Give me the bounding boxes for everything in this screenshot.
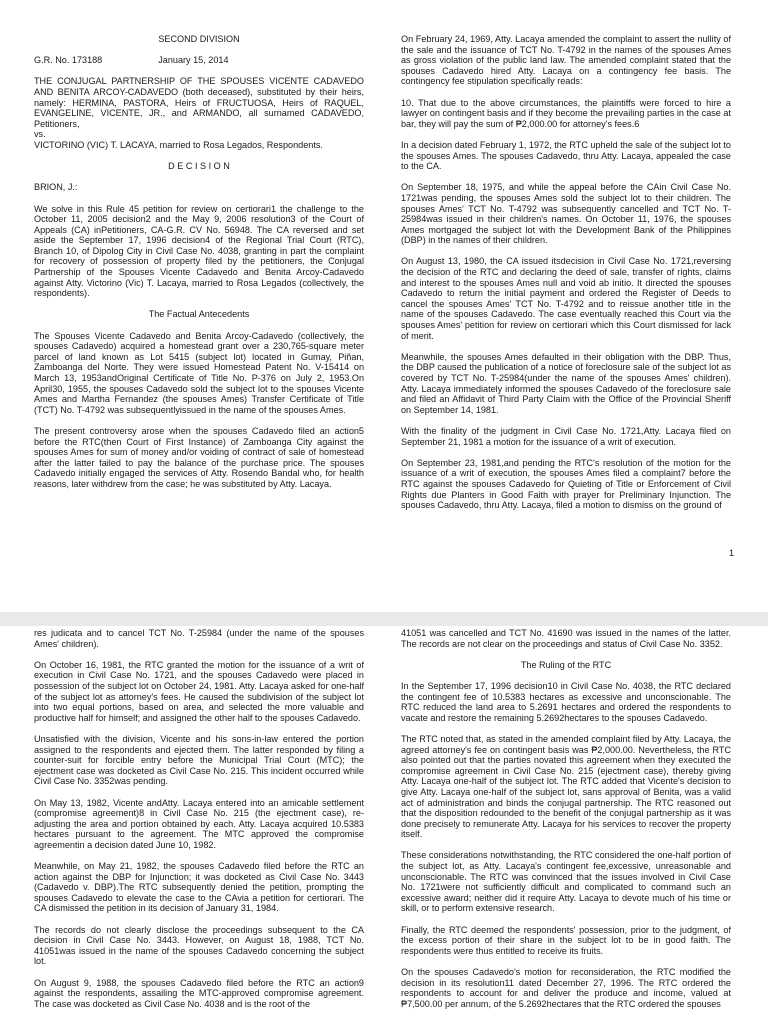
division-heading: SECOND DIVISION xyxy=(158,34,240,44)
paragraph: In a decision dated February 1, 1972, the RTC upheld the sale of the subject lot to the spouses Ames. The spouses Cadavedo, thru Atty. Lacaya, appealed the case to the CA. xyxy=(401,139,731,172)
paragraph: Meanwhile, on May 21, 1982, the spouses Cadavedo filed before the RTC an action against the DBP for Injunction; it was docketed as Civil Case No. 3443 (Cadavedo v. DBP).The RTC subsequently denied the petition, prompting the spouses Cadavedo to elevate the case to the CAvia a petition for certiorari. The CA dismissed the petition in its decision of January 31, 1984. xyxy=(34,861,364,914)
paragraph: On February 24, 1969, Atty. Lacaya amended the complaint to assert the nullity of the sale and the issuance of TCT No. T-4792 in the names of the spouses Ames as gross violation of the public land law. The amended complaint stated that the spouses Cadavedo hired Atty. Lacaya on a contingency fee basis. The contingency fee stipulation specifically reads: xyxy=(401,34,731,87)
section-heading: The Factual Antecedents xyxy=(148,309,250,320)
paragraph: The Spouses Vicente Cadavedo and Benita Arcoy-Cadavedo (collectively, the spouses Cadavedo) acquired a homestead grant over a 230,765-square meter parcel of land known as Lot 5415 (subject lot) located in Gumay, Piñan, Zamboanga del Norte. They were issued Homestead Patent No. V-15414 on March 13, 1953andOriginal Certificate of Title No. P-376 on July 2, 1953.On April30, 1955, the spouses Cadavedo sold the subject lot to the spouses Vicente Ames and Martha Fernandez (the spouses Ames) Transfer Certificate of Title (TCT) No. T-4792 was subsequentlyissued in the name of the spouses Ames. xyxy=(34,330,364,415)
respondents-text: VICTORINO (VIC) T. LACAYA, married to Rosa Legados, Respondents. xyxy=(34,139,323,150)
paragraph: On the spouses Cadavedo's motion for reconsideration, the RTC modified the decision in its resolution11 dated December 27, 1996. The RTC ordered the respondents to account for and deliver the produce and income, valued at ₱7,500.00 per annum, of the 5.2692hectares that the RTC ordered the spouses xyxy=(401,967,731,1009)
paragraph: On September 18, 1975, and while the appeal before the CAin Civil Case No. 1721was pending, the spouses Ames sold the subject lot to their children. The spouses Ames' TCT No. T-4792 was subsequently cancelled and TCT No. T-25984was issued in their children's names. On October 11, 1976, the spouses Ames mortgaged the subject lot with the Development Bank of the Philippines (DBP) in the names of their children. xyxy=(401,182,731,246)
paragraph: On May 13, 1982, Vicente andAtty. Lacaya entered into an amicable settlement (compromise agreement)8 in Civil Case No. 215 (the ejectment case), re-adjusting the area and portion obtained by each. Atty. Lacaya acquired 10.5383 hectares pursuant to the agreement. The MTC approved the compromise agreementin a decision dated June 10, 1982. xyxy=(34,797,364,850)
ponente: BRION, J.: xyxy=(34,182,78,193)
paragraph: Meanwhile, the spouses Ames defaulted in their obligation with the DBP. Thus, the DBP caused the publication of a notice of foreclosure sale of the subject lot as covered by TCT No. T-25984(under the name of the spouses Ames' children). Atty. Lacaya immediately informed the spouses Cadavedo of the foreclosure sale and filed an Affidavit of Third Party Claim with the Office of the Provincial Sheriff on September 14, 1981. xyxy=(401,351,731,415)
paragraph: Finally, the RTC deemed the respondents' possession, prior to the judgment, of the excess portion of their share in the subject lot to be in good faith. The respondents were thus entitled to receive its fruits. xyxy=(401,924,731,956)
paragraph: We solve in this Rule 45 petition for review on certiorari1 the challenge to the October 11, 2005 decision2 and the May 9, 2006 resolution3 of the Court of Appeals (CA) inPetitioners, CA-G.R. CV No. 56948. The CA reversed and set aside the September 17, 1996 decision4 of the Regional Trial Court (RTC), Branch 10, of Dipolog City in Civil Case No. 4038, granting in part the complaint for recovery of possession of property filed by the petitioners, the Conjugal Partnership of the Spouses Vicente Cadavedo and Benita Arcoy-Cadavedo against Atty. Victorino (Vic) T. Lacaya, married to Rosa Legados (collectively, the respondents). xyxy=(34,203,364,299)
paragraph: Unsatisfied with the division, Vicente and his sons-in-law entered the portion assigned to the respondents and ejected them. The latter responded by filing a counter-suit for forcible entry before the Municipal Trial Court (MTC); the ejectment case was docketed as Civil Case No. 215. This incident occurred while Civil Case No. 3352was pending. xyxy=(34,733,364,787)
paragraph: These considerations notwithstanding, the RTC considered the one-half portion of the subject lot, as Atty. Lacaya's contingent fee,excessive, unreasonable and unconscionable. The RTC was convinced that the issues involved in Civil Case No. 1721were not sufficiently difficult and complicated to command such an excessive award; neither did it require Atty. Lacaya to devote much of his time or skill, or to perform extensive research. xyxy=(401,850,731,914)
paragraph: In the September 17, 1996 decision10 in Civil Case No. 4038, the RTC declared the contingent fee of 10.5383 hectares as excessive and unconscionable. The RTC reduced the land area to 5.2691 hectares and ordered the respondents to vacate and restore the remaining 5.2692hectares to the spouses Cadavedo. xyxy=(401,680,731,723)
decision-title: D E C I S I O N xyxy=(168,161,230,172)
paragraph: On August 9, 1988, the spouses Cadavedo filed before the RTC an action9 against the respondents, assailing the MTC-approved compromise agreement. The case was docketed as Civil Case No. 4038 and is the root of the xyxy=(34,977,364,1009)
paragraph: The RTC noted that, as stated in the amended complaint filed by Atty. Lacaya, the agreed attorney's fee on contingent basis was ₱2,000.00. Nevertheless, the RTC also pointed out that the parties novated this agreement when they executed the compromise agreement in Civil Case No. 215 (ejectment case), thereby giving Atty. Lacaya one-half of the subject lot. The RTC added that Vicente's decision to give Atty. Lacaya one-half of the subject lot, sans approval of Benita, was a valid act of administration and binds the conjugal partnership. The RTC reasoned out that the disposition redounded to the benefit of the conjugal partnership as it was done precisely to remunerate Atty. Lacaya for his services to recover the property itself. xyxy=(401,733,731,840)
petitioners-text: THE CONJUGAL PARTNERSHIP OF THE SPOUSES VICENTE CADAVEDO AND BENITA ARCOY-CADAVEDO (both deceased), substituted by their heirs, namely: HERMINA, PASTORA, Heirs of FRUCTUOSA, Heirs of RAQUEL, EVANGELINE, VICENTE, JR., and ARMANDO, all surnamed CADAVEDO, Petitioners, xyxy=(34,76,364,129)
versus-text: vs. xyxy=(34,129,46,140)
case-date: January 15, 2014 xyxy=(158,55,229,66)
paragraph: With the finality of the judgment in Civil Case No. 1721,Atty. Lacaya filed on September 21, 1981 a motion for the issuance of a writ of execution. xyxy=(401,425,731,447)
document-page-2 xyxy=(0,626,768,1024)
section-heading: The Ruling of the RTC xyxy=(520,659,612,670)
paragraph: On September 23, 1981,and pending the RTC's resolution of the motion for the issuance of a writ of execution, the spouses Ames filed a complaint7 before the RTC against the spouses Cadavedo for Quieting of Title or Enforcement of Civil Rights due Planters in Good Faith with prayer for Preliminary Injunction. The spouses Cadavedo, thru Atty. Lacaya, filed a motion to dismiss on the ground of xyxy=(401,457,731,511)
paragraph: On August 13, 1980, the CA issued itsdecision in Civil Case No. 1721,reversing the decision of the RTC and declaring the deed of sale, transfer of rights, claims and interest to the spouses Ames null and void ab initio. It directed the spouses Cadavedo to return the initial payment and ordered the Register of Deeds to cancel the spouses Ames' TCT No. T-4792 and to reissue another title in the name of the spouses Cadavedo. The case eventually reached this Court via the spouses Ames' petition for review on certiorari which this Court dismissed for lack of merit. xyxy=(401,256,731,341)
case-number: G.R. No. 173188 xyxy=(34,55,103,66)
paragraph: 41051 was cancelled and TCT No. 41690 was issued in the names of the latter. The records are not clear on the proceedings and status of Civil Case No. 3352. xyxy=(401,628,731,649)
case-header xyxy=(34,55,364,66)
page-number: 1 xyxy=(728,548,734,558)
paragraph: On October 16, 1981, the RTC granted the motion for the issuance of a writ of execution in Civil Case No. 1721, and the spouses Cadavedo were placed in possession of the subject lot on October 24, 1981. Atty. Lacaya asked for one-half of the subject lot as attorney's fees. He caused the subdivision of the subject lot into two equal portions, based on area, and selected the more valuable and productive half for himself; and assigned the other half to the spouses Cadavedo. xyxy=(34,659,364,723)
page2-left-column xyxy=(34,628,364,1020)
paragraph: res judicata and to cancel TCT No. T-25984 (under the name of the spouses Ames' children). xyxy=(34,628,364,649)
page1-right-column xyxy=(401,34,731,521)
page1-left-column xyxy=(34,34,364,500)
page-separator xyxy=(0,612,768,626)
page2-right-column xyxy=(401,628,731,1020)
paragraph: The present controversy arose when the spouses Cadavedo filed an action5 before the RTC(then Court of First Instance) of Zamboanga City against the spouses Ames for sum of money and/or voiding of contract of sale of homestead after the latter failed to pay the balance of the purchase price. The spouses Cadavedo initially engaged the services of Atty. Rosendo Bandal who, for health reasons, later withdrew from the case; he was substituted by Atty. Lacaya. xyxy=(34,425,364,489)
paragraph: The records do not clearly disclose the proceedings subsequent to the CA decision in Civil Case No. 3443. However, on August 18, 1988, TCT No. 41051was issued in the name of the spouses Cadavedo concerning the subject lot. xyxy=(34,924,364,967)
quoted-stipulation: 10. That due to the above circumstances, the plaintiffs were forced to hire a lawyer on contingent basis and if they become the prevailing parties in the case at bar, they will pay the sum of ₱2,000.00 for attorney's fees.6 xyxy=(401,97,731,129)
